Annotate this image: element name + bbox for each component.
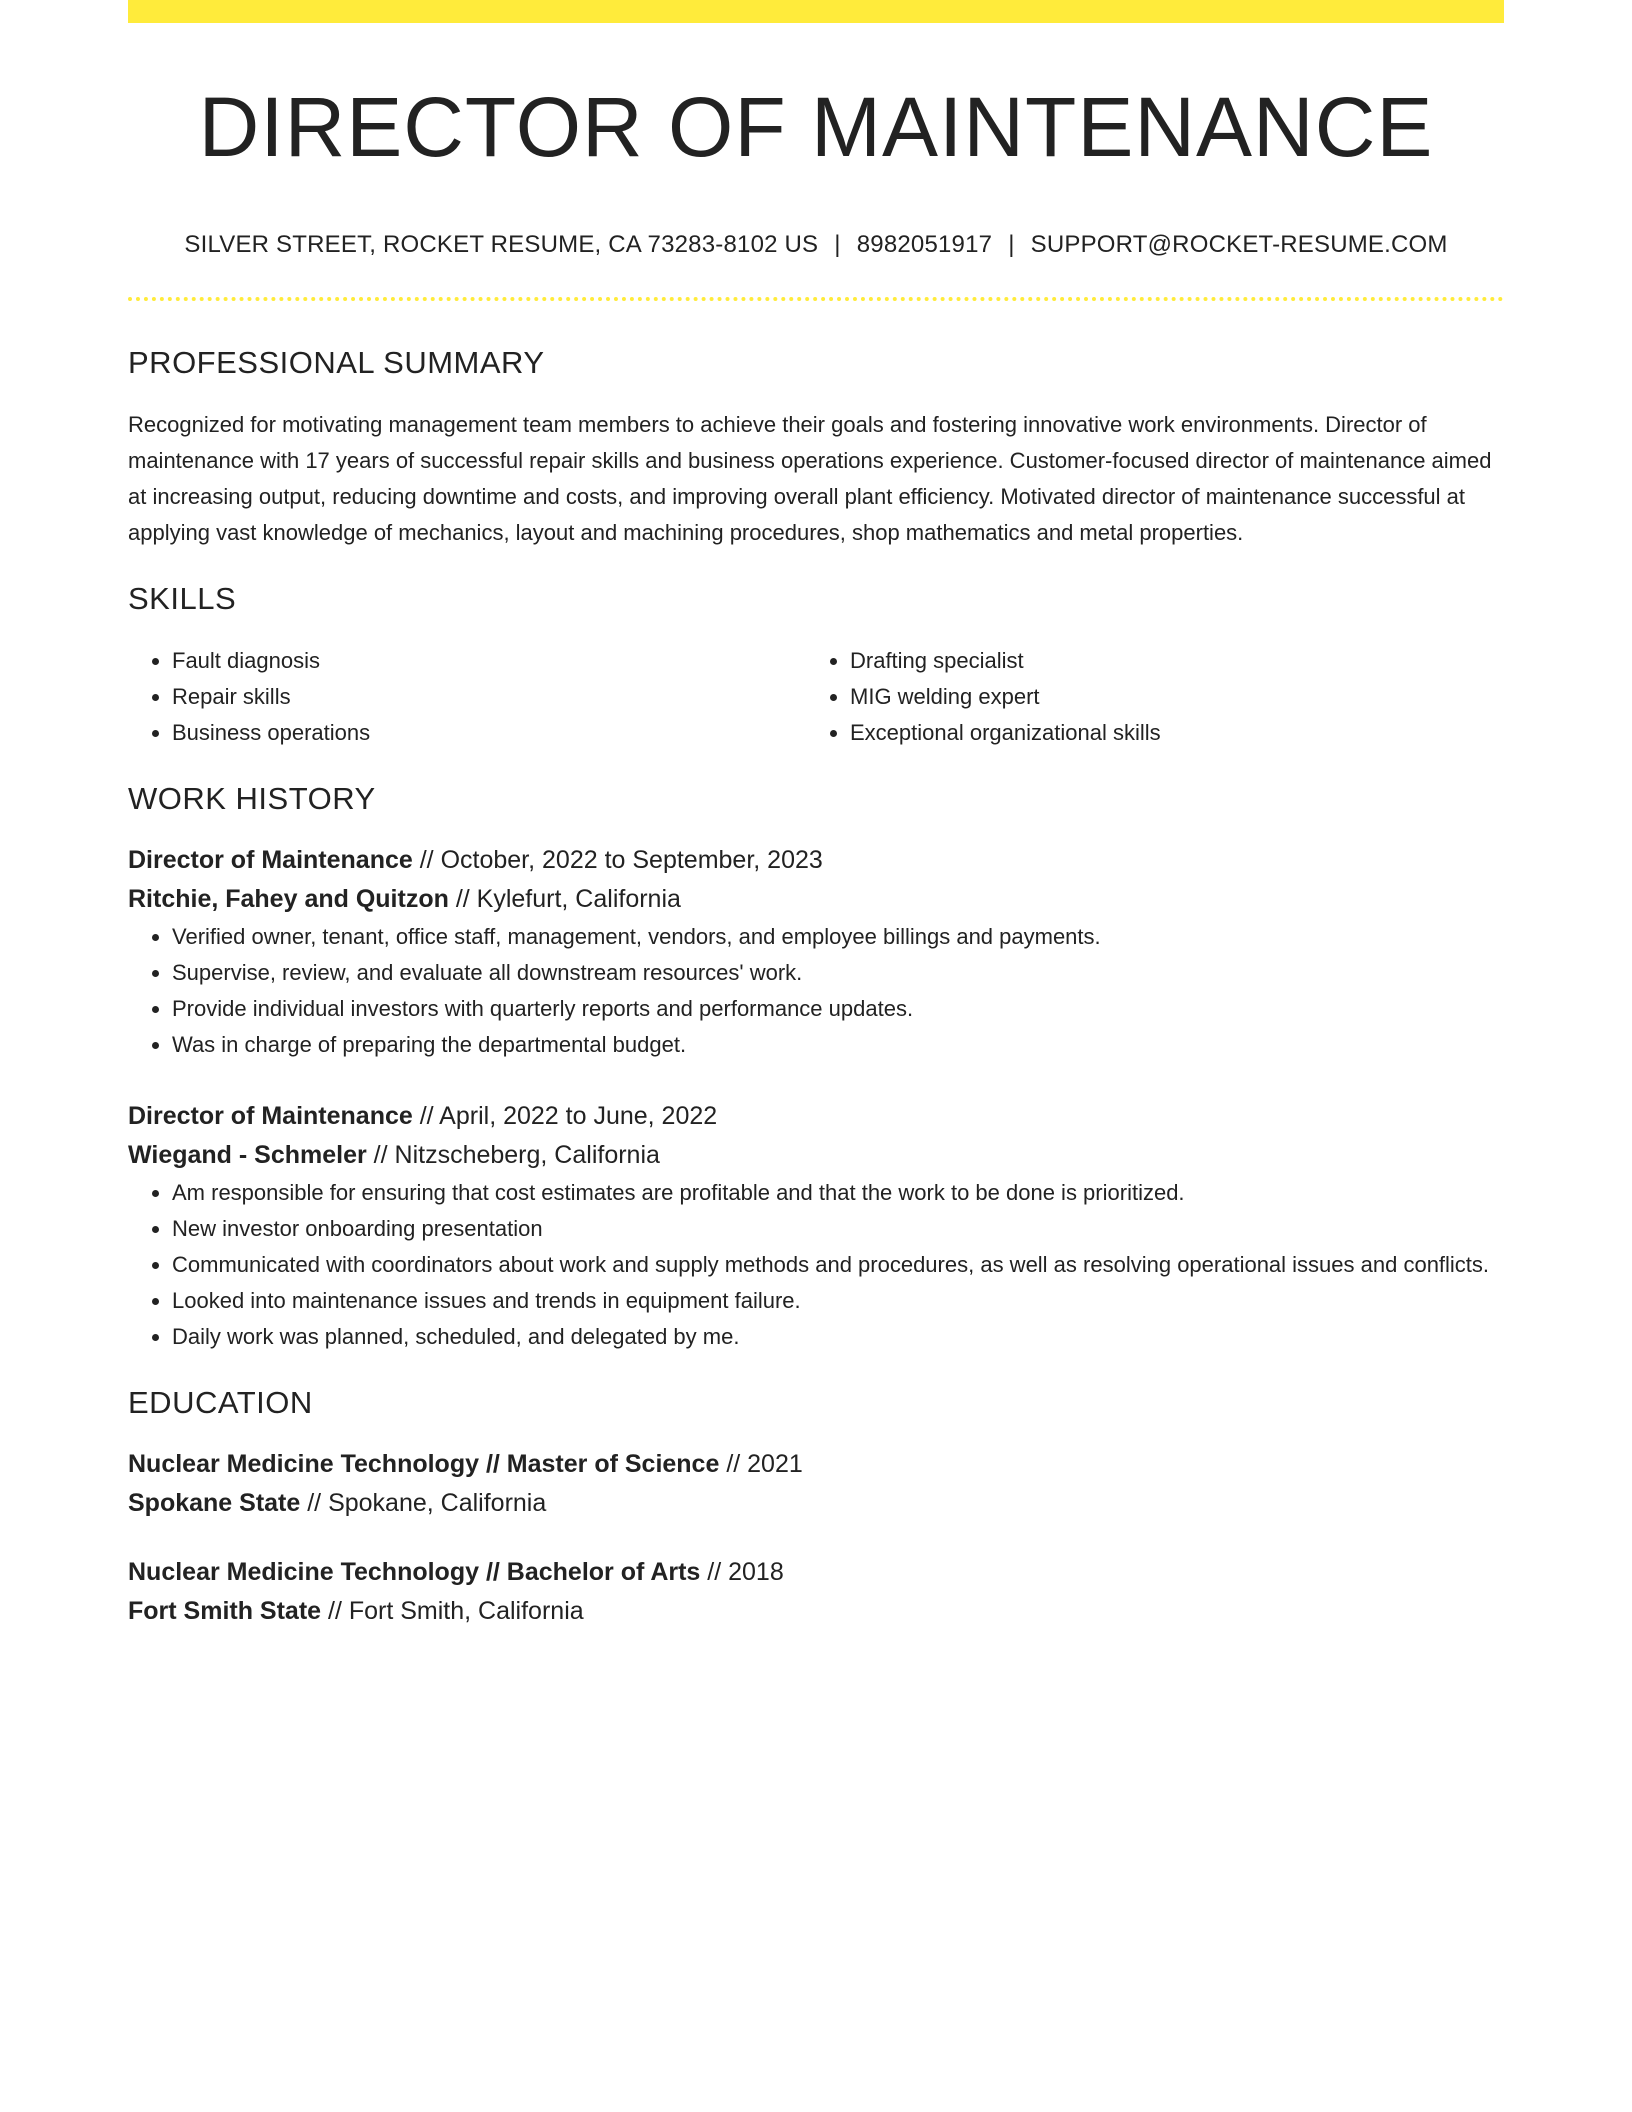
skill-item: • Repair skills xyxy=(172,679,806,715)
education-school-line xyxy=(128,1592,1504,1631)
job-duties-list xyxy=(128,1175,1504,1355)
education-degree-line xyxy=(128,1553,1504,1592)
job-location: // Kylefurt, California xyxy=(448,885,681,914)
job-company: Wiegand - Schmeler xyxy=(128,1141,367,1170)
job-duty-item: • Communicated with coordinators about work and supply methods and procedures, as well as resolving operational issues and conflicts. xyxy=(172,1247,1504,1283)
job-location: // Nitzscheberg, California xyxy=(366,1141,660,1170)
job-entry xyxy=(128,1097,1504,1355)
job-role: Director of Maintenance xyxy=(128,1102,413,1131)
contact-separator: | xyxy=(834,231,841,259)
job-duty-item: • Was in charge of preparing the departmental budget. xyxy=(172,1027,1504,1063)
resume-name-heading: DIRECTOR OF MAINTENANCE xyxy=(198,80,1434,174)
education-degree-line xyxy=(128,1445,1504,1484)
section-title-work-history: WORK HISTORY xyxy=(128,781,376,817)
skills-column-left xyxy=(128,643,806,751)
section-title-education: EDUCATION xyxy=(128,1385,313,1421)
job-dates: // October, 2022 to September, 2023 xyxy=(412,846,823,875)
education-entry xyxy=(128,1445,1504,1523)
contact-line xyxy=(128,231,1504,259)
education-entry xyxy=(128,1553,1504,1631)
contact-separator: | xyxy=(1008,231,1015,259)
job-entry xyxy=(128,841,1504,1063)
job-role: Director of Maintenance xyxy=(128,846,413,875)
job-duty-item: • Provide individual investors with quarterly reports and performance updates. xyxy=(172,991,1504,1027)
job-company-line xyxy=(128,880,1504,919)
contact-phone: 8982051917 xyxy=(856,231,993,259)
skill-item: • MIG welding expert xyxy=(850,679,1484,715)
contact-address: SILVER STREET, ROCKET RESUME, CA 73283-8102 US xyxy=(184,231,819,259)
job-dates: // April, 2022 to June, 2022 xyxy=(412,1102,718,1131)
education-degree: Nuclear Medicine Technology // Master of Science xyxy=(128,1450,720,1479)
skill-item: • Drafting specialist xyxy=(850,643,1484,679)
job-duties-list xyxy=(128,919,1504,1063)
resume-page xyxy=(128,0,1504,1631)
job-duty-item: • Daily work was planned, scheduled, and delegated by me. xyxy=(172,1319,1504,1355)
education-location: // Fort Smith, California xyxy=(321,1597,584,1626)
job-role-line xyxy=(128,1097,1504,1136)
summary-text: Recognized for motivating management team members to achieve their goals and fostering innovative work environments. Director of maintenance with 17 years of successful repair skills and business operations experience. Customer-focused director of maintenance aimed at increasing output, reducing downtime and costs, and improving overall plant efficiency. Motivated director of maintenance successful at applying vast knowledge of mechanics, layout and machining procedures, shop mathematics and metal properties. xyxy=(128,412,1492,546)
skills-list xyxy=(128,643,1504,751)
accent-top-bar xyxy=(128,0,1504,23)
section-title-skills: SKILLS xyxy=(128,581,237,617)
job-company: Ritchie, Fahey and Quitzon xyxy=(128,885,449,914)
job-duty-item: • Am responsible for ensuring that cost estimates are profitable and that the work to be done is prioritized. xyxy=(172,1175,1504,1211)
education-school: Fort Smith State xyxy=(128,1597,322,1626)
job-duty-item: • Looked into maintenance issues and trends in equipment failure. xyxy=(172,1283,1504,1319)
education-school-line xyxy=(128,1484,1504,1523)
job-duty-item: • New investor onboarding presentation xyxy=(172,1211,1504,1247)
education-year: // 2018 xyxy=(700,1558,784,1587)
skill-item: • Exceptional organizational skills xyxy=(850,715,1484,751)
job-role-line xyxy=(128,841,1504,880)
job-company-line xyxy=(128,1136,1504,1175)
job-duty-item: • Verified owner, tenant, office staff, management, vendors, and employee billings and payments. xyxy=(172,919,1504,955)
section-title-summary: PROFESSIONAL SUMMARY xyxy=(128,345,545,381)
job-duty-item: • Supervise, review, and evaluate all downstream resources' work. xyxy=(172,955,1504,991)
education-degree: Nuclear Medicine Technology // Bachelor of Arts xyxy=(128,1558,701,1587)
contact-email: SUPPORT@ROCKET-RESUME.COM xyxy=(1030,231,1448,259)
skill-item: • Fault diagnosis xyxy=(172,643,806,679)
education-year: // 2021 xyxy=(719,1450,803,1479)
skills-column-right xyxy=(806,643,1484,751)
education-location: // Spokane, California xyxy=(300,1489,547,1518)
dotted-divider xyxy=(128,297,1504,301)
education-school: Spokane State xyxy=(128,1489,301,1518)
skill-item: • Business operations xyxy=(172,715,806,751)
